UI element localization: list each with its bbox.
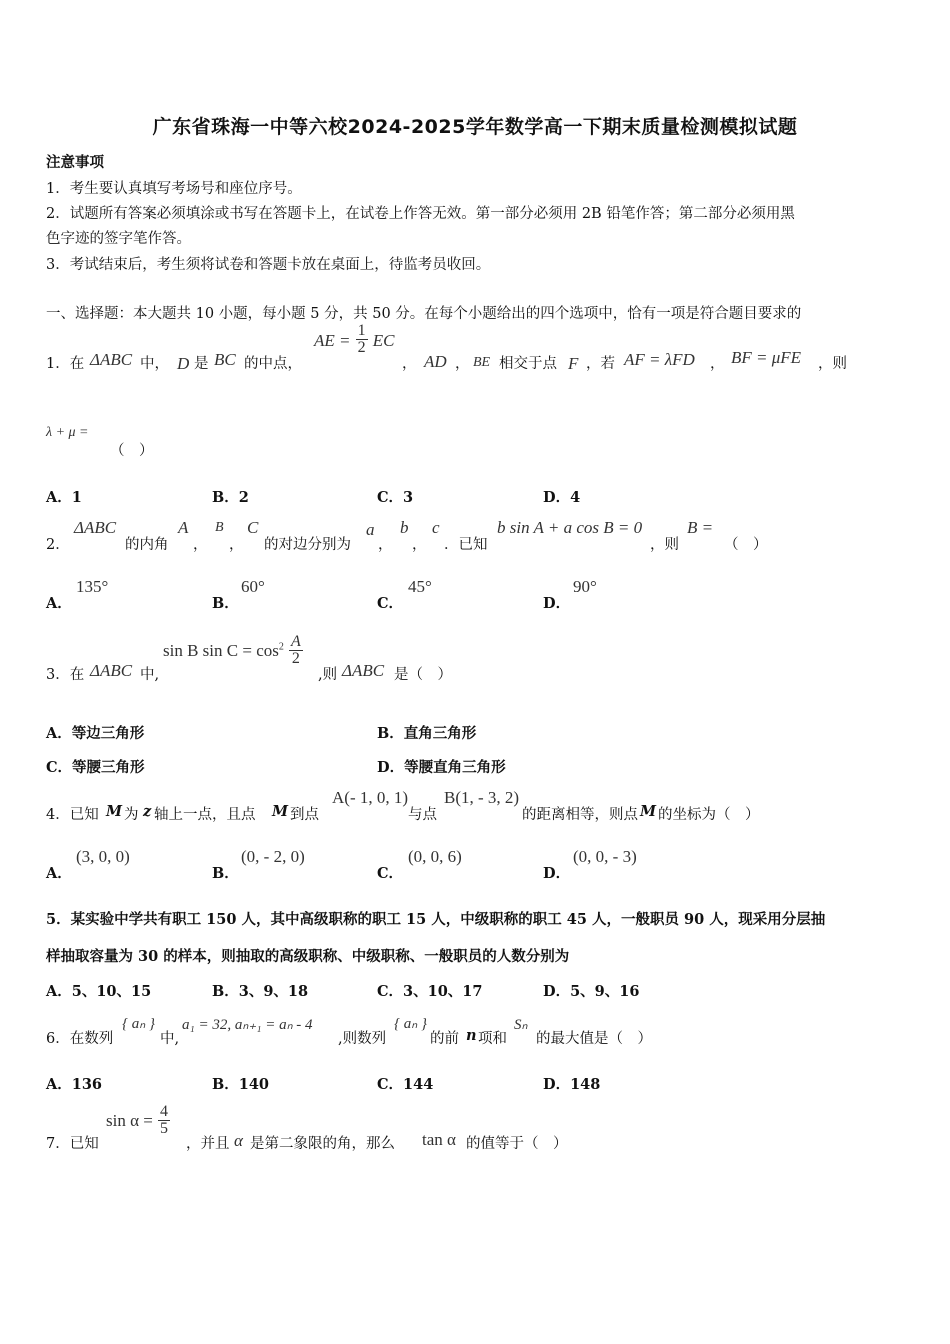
q6-text: 项和 — [478, 1031, 507, 1047]
q6-var-n: n — [466, 1027, 477, 1044]
q4-option-c-label[interactable]: C． — [377, 865, 404, 882]
q3-text: 中, — [140, 667, 160, 683]
q1-paren: （ ） — [110, 443, 154, 459]
q3-option-d[interactable]: D．等腰直角三角形 — [377, 759, 506, 776]
q3-number: 3．在 — [46, 667, 85, 683]
q6-option-c[interactable]: C．144 — [377, 1076, 434, 1093]
q2-text: ，则 — [650, 537, 679, 553]
q3-fraction: $\frac{A}{2}$ — [290, 633, 301, 667]
notice-item: 1．考生要认真填写考场号和座位序号。 — [46, 181, 302, 197]
q1-text: 中， — [140, 356, 169, 372]
q4-point-b: B(1, - 3, 2) — [444, 788, 520, 807]
q4-option-b-value[interactable]: (0, - 2, 0) — [241, 847, 305, 866]
q5-text-line1: 5．某实验中学共有职工 150 人，其中高级职称的职工 15 人，中级职称的职工 45 人，一般职员 90 人，现采用分层抽 — [46, 911, 826, 928]
notice-item: 2．试题所有答案必须填涂或书写在答题卡上，在试卷上作答无效。第一部分必须用 2B 铅笔作答；第二部分必须用黑 — [46, 206, 795, 222]
q1-vector-ae: AE = $\frac{1}{2}$ EC — [314, 322, 395, 356]
q5-option-a[interactable]: A．5、10、15 — [46, 983, 152, 1000]
q1-text: ， — [455, 356, 470, 372]
q6-option-a[interactable]: A．136 — [46, 1076, 103, 1093]
notice-heading: 注意事项 — [46, 154, 104, 171]
q3-triangle: ΔABC — [342, 661, 385, 680]
q1-point-f: F — [568, 354, 579, 373]
q3-triangle: ΔABC — [90, 661, 133, 680]
q1-option-c[interactable]: C．3 — [377, 489, 414, 506]
q1-text: ，则 — [818, 356, 847, 372]
q2-text: 的内角 — [125, 537, 169, 553]
q3-option-c[interactable]: C．等腰三角形 — [46, 759, 145, 776]
q5-text-line2: 样抽取容量为 30 的样本，则抽取的高级职称、中级职称、一般职员的人数分别为 — [46, 948, 570, 965]
q6-sum: Sₙ — [514, 1017, 528, 1033]
q1-text: 是 — [194, 356, 209, 372]
q2-angle-c: C — [247, 518, 259, 537]
q4-text: 与点 — [408, 807, 437, 823]
q6-text: ,则数列 — [338, 1031, 387, 1047]
q1-option-d[interactable]: D．4 — [543, 489, 581, 506]
q4-text: 到点 — [290, 807, 319, 823]
q4-point-m: M — [272, 803, 289, 820]
q6-text: 的前 — [430, 1031, 459, 1047]
q4-axis-z: z — [143, 803, 152, 820]
q4-number: 4．已知 — [46, 807, 99, 823]
q1-option-b[interactable]: B．2 — [212, 489, 249, 506]
q4-option-a-label[interactable]: A． — [46, 865, 72, 882]
q2-paren: （ ） — [724, 537, 768, 553]
q4-option-b-label[interactable]: B． — [212, 865, 239, 882]
q6-number: 6．在数列 — [46, 1031, 114, 1047]
q1-segment-ad: AD — [424, 352, 447, 371]
q2-text: ．已知 — [444, 537, 488, 553]
q7-number: 7．已知 — [46, 1136, 99, 1152]
q5-option-b[interactable]: B．3、9、18 — [212, 983, 309, 1000]
q1-text: ，若 — [586, 356, 615, 372]
q2-option-a-value[interactable]: 135° — [76, 577, 109, 596]
q2-angle-a: A — [178, 518, 189, 537]
q3-text: ,则 — [318, 667, 338, 683]
q2-option-b-value[interactable]: 60° — [241, 577, 265, 596]
q1-vector-af: AF = λFD — [624, 350, 695, 369]
q1-segment-be: BE — [473, 355, 491, 370]
q2-equation: b sin A + a cos B = 0 — [497, 518, 643, 537]
q2-side-c: c — [432, 518, 440, 537]
q2-option-c-label[interactable]: C． — [377, 595, 404, 612]
q2-triangle: ΔABC — [74, 518, 117, 537]
q4-point-a: A(- 1, 0, 1) — [332, 788, 409, 807]
q1-fraction: $\frac{1}{2}$ — [357, 322, 366, 356]
q4-point-m: M — [106, 803, 123, 820]
q7-text: 是第二象限的角，那么 — [250, 1136, 395, 1152]
q1-vector-bf: BF = μFE — [731, 348, 802, 367]
q4-option-d-value[interactable]: (0, 0, - 3) — [573, 847, 637, 866]
q4-option-a-value[interactable]: (3, 0, 0) — [76, 847, 130, 866]
q2-option-a-label[interactable]: A． — [46, 595, 72, 612]
q1-segment-bc: BC — [214, 350, 236, 369]
q1-triangle: ΔABC — [90, 350, 133, 369]
q6-recurrence: a₁ = 32, aₙ₊₁ = aₙ - 4 — [182, 1017, 313, 1033]
q1-text: ， — [710, 356, 725, 372]
q6-sequence: { aₙ } — [394, 1016, 427, 1032]
q2-option-c-value[interactable]: 45° — [408, 577, 432, 596]
q2-text: ， — [193, 537, 208, 553]
q2-option-d-value[interactable]: 90° — [573, 577, 597, 596]
q6-text: 中, — [160, 1031, 180, 1047]
section-heading: 一、选择题：本大题共 10 小题，每小题 5 分，共 50 分。在每个小题给出的四个选项中，恰有一项是符合题目要求的 — [46, 306, 802, 322]
q2-side-b: b — [400, 518, 409, 537]
notice-item: 色字迹的签字笔作答。 — [46, 231, 191, 247]
q4-option-d-label[interactable]: D． — [543, 865, 571, 882]
q4-text: 为 — [124, 807, 139, 823]
q7-tan: tan α — [422, 1130, 456, 1149]
q7-fraction: $\frac{4}{5}$ — [159, 1103, 168, 1137]
q7-equation: sin α = $\frac{4}{5}$ — [106, 1103, 168, 1137]
q1-text: ， — [402, 356, 417, 372]
q2-text: 的对边分别为 — [264, 537, 351, 553]
q2-angle-b: B — [215, 520, 224, 535]
q6-option-d[interactable]: D．148 — [543, 1076, 601, 1093]
q2-number: 2． — [46, 537, 70, 553]
q3-option-b[interactable]: B．直角三角形 — [377, 725, 477, 742]
notice-item: 3．考试结束后，考生须将试卷和答题卡放在桌面上，待监考员收回。 — [46, 257, 491, 273]
q2-angle-b-eq: B = — [687, 518, 714, 537]
q4-option-c-value[interactable]: (0, 0, 6) — [408, 847, 462, 866]
q2-option-d-label[interactable]: D． — [543, 595, 571, 612]
q4-text: 轴上一点，且点 — [154, 807, 256, 823]
q6-option-b[interactable]: B．140 — [212, 1076, 270, 1093]
q4-text: 的坐标为（ ） — [658, 807, 760, 823]
q1-point-d: D — [177, 354, 190, 373]
q2-text: ， — [378, 537, 393, 553]
q6-text: 的最大值是（ ） — [536, 1031, 652, 1047]
q6-sequence: { aₙ } — [122, 1016, 155, 1032]
q2-side-a: a — [366, 520, 375, 539]
q4-text: 的距离相等，则点 — [522, 807, 638, 823]
q7-alpha: α — [234, 1131, 243, 1150]
q5-option-c[interactable]: C．3、10、17 — [377, 983, 483, 1000]
q1-text: 的中点， — [244, 356, 302, 372]
q5-option-d[interactable]: D．5、9、16 — [543, 983, 640, 1000]
q2-text: ， — [229, 537, 244, 553]
q3-text: 是（ ） — [394, 667, 452, 683]
q7-text: 的值等于（ ） — [466, 1136, 568, 1152]
page-title: 广东省珠海一中等六校2024-2025学年数学高一下期末质量检测模拟试题 — [152, 116, 798, 138]
q4-point-m: M — [640, 803, 657, 820]
q1-expression: λ + μ = — [46, 425, 89, 440]
q7-text: ，并且 — [186, 1136, 230, 1152]
q1-option-a[interactable]: A．1 — [46, 489, 82, 506]
q1-number: 1．在 — [46, 356, 85, 372]
q3-equation: sin B $\sin C = \cos^2$ $\frac{A}{2}$ — [163, 633, 301, 667]
q2-text: ， — [412, 537, 427, 553]
q1-text: 相交于点 — [499, 356, 557, 372]
q2-option-b-label[interactable]: B． — [212, 595, 239, 612]
q3-option-a[interactable]: A．等边三角形 — [46, 725, 145, 742]
